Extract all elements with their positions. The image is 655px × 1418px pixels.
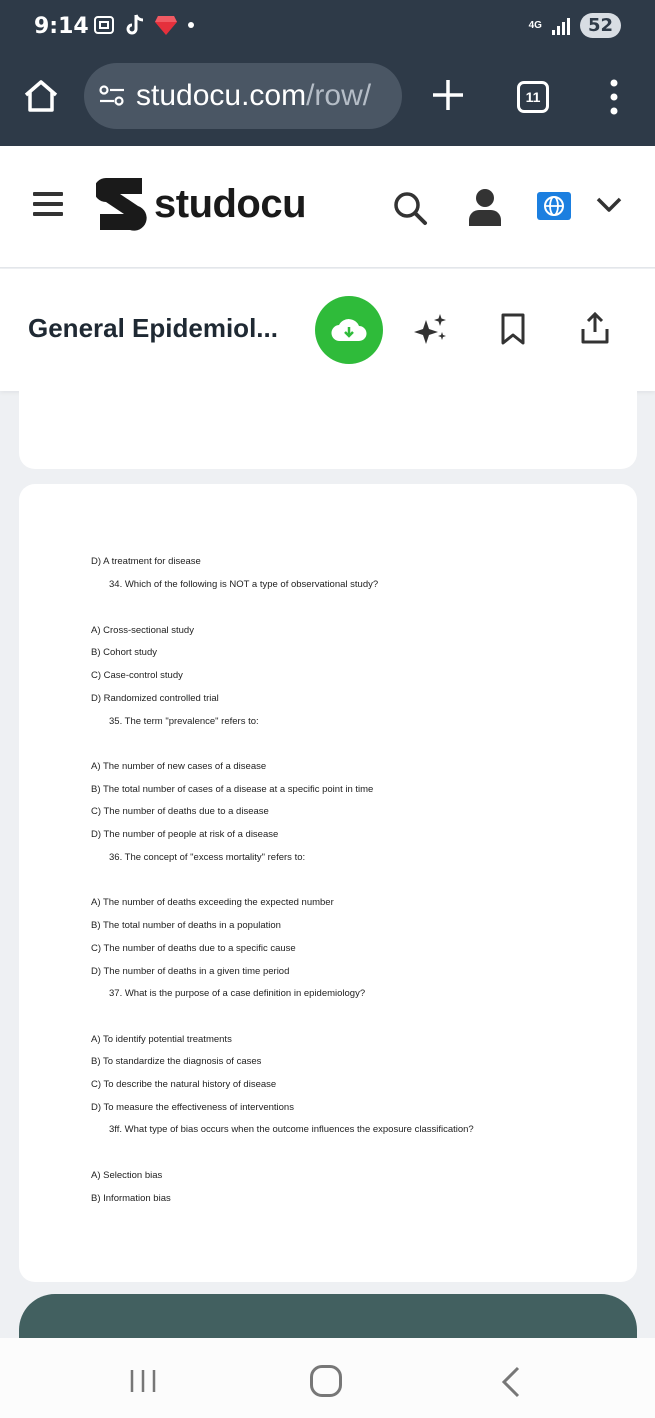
site-header xyxy=(0,146,655,268)
document-page-previous xyxy=(19,381,637,469)
chevron-down-icon[interactable] xyxy=(596,196,622,214)
search-icon[interactable] xyxy=(392,190,428,226)
notification-icons xyxy=(92,13,196,37)
url-path: /row/ xyxy=(306,79,372,112)
address-bar[interactable] xyxy=(84,63,402,129)
answer-option: A) Selection bias xyxy=(91,1170,163,1181)
answer-option: B) The total number of cases of a disease at a specific point in time xyxy=(91,784,374,795)
share-icon[interactable] xyxy=(580,311,610,345)
globe-icon xyxy=(543,195,565,217)
question-text: 34. Which of the following is NOT a type of observational study? xyxy=(109,579,379,590)
answer-option: C) The number of deaths due to a specific cause xyxy=(91,943,296,954)
answer-option: B) Information bias xyxy=(91,1193,171,1204)
status-time: 9:14 xyxy=(34,14,89,39)
recent-apps-icon[interactable] xyxy=(128,1368,158,1394)
language-button[interactable] xyxy=(537,192,571,220)
question-text: 35. The term "prevalence" refers to: xyxy=(109,716,259,727)
logo-text: studocu xyxy=(154,181,307,226)
answer-option: C) Case-control study xyxy=(91,670,183,681)
answer-option: C) To describe the natural history of disease xyxy=(91,1079,277,1090)
answer-option: C) The number of deaths due to a disease xyxy=(91,806,269,817)
answer-option: D) The number of deaths in a given time period xyxy=(91,966,290,977)
menu-icon[interactable] xyxy=(33,190,63,218)
site-settings-icon[interactable] xyxy=(98,84,126,108)
user-account-icon[interactable] xyxy=(467,188,503,226)
status-bar xyxy=(0,0,655,55)
url-text[interactable] xyxy=(136,79,371,113)
url-domain: studocu.com xyxy=(136,79,307,112)
answer-option: B) Cohort study xyxy=(91,647,157,658)
bookmark-icon[interactable] xyxy=(500,313,526,345)
document-page xyxy=(19,484,637,1282)
more-menu-icon[interactable] xyxy=(604,77,624,117)
answer-option: B) To standardize the diagnosis of cases xyxy=(91,1056,262,1067)
download-button[interactable] xyxy=(315,296,383,364)
answer-option: B) The total number of deaths in a population xyxy=(91,920,281,931)
document-title: General Epidemiol... xyxy=(28,313,278,343)
answer-option: A) The number of new cases of a disease xyxy=(91,761,267,772)
screenshot-icon xyxy=(92,13,116,37)
ai-sparkle-icon[interactable] xyxy=(414,312,448,346)
question-text: 36. The concept of "excess mortality" refers to: xyxy=(109,852,306,863)
tab-switcher-button[interactable]: 11 xyxy=(517,81,549,113)
signal-icon xyxy=(550,16,572,36)
question-text: 3ff. What type of bias occurs when the outcome influences the exposure classification? xyxy=(109,1124,474,1135)
browser-toolbar xyxy=(0,55,655,146)
answer-option: A) The number of deaths exceeding the expected number xyxy=(91,897,334,908)
cloud-download-icon xyxy=(331,317,367,343)
answer-option: D) A treatment for disease xyxy=(91,556,201,567)
back-icon[interactable] xyxy=(500,1365,522,1399)
studocu-logo-icon xyxy=(96,176,148,232)
new-tab-icon[interactable] xyxy=(430,77,466,113)
dot-icon xyxy=(186,20,196,30)
answer-option: D) The number of people at risk of a disease xyxy=(91,829,279,840)
home-nav-button[interactable] xyxy=(310,1365,342,1397)
studocu-logo[interactable] xyxy=(96,176,306,232)
answer-option: D) Randomized controlled trial xyxy=(91,693,219,704)
answer-option: A) Cross-sectional study xyxy=(91,625,194,636)
system-navigation-bar xyxy=(0,1338,655,1418)
answer-option: A) To identify potential treatments xyxy=(91,1034,232,1045)
network-type: 4G xyxy=(528,19,542,31)
battery-level: 52 xyxy=(580,13,621,38)
question-text: 37. What is the purpose of a case definition in epidemiology? xyxy=(109,988,366,999)
answer-option: D) To measure the effectiveness of interventions xyxy=(91,1102,294,1113)
tiktok-icon xyxy=(124,13,146,37)
system-icons xyxy=(529,13,621,38)
home-icon[interactable] xyxy=(22,77,60,115)
ruby-icon xyxy=(154,14,178,36)
document-toolbar xyxy=(0,269,655,391)
